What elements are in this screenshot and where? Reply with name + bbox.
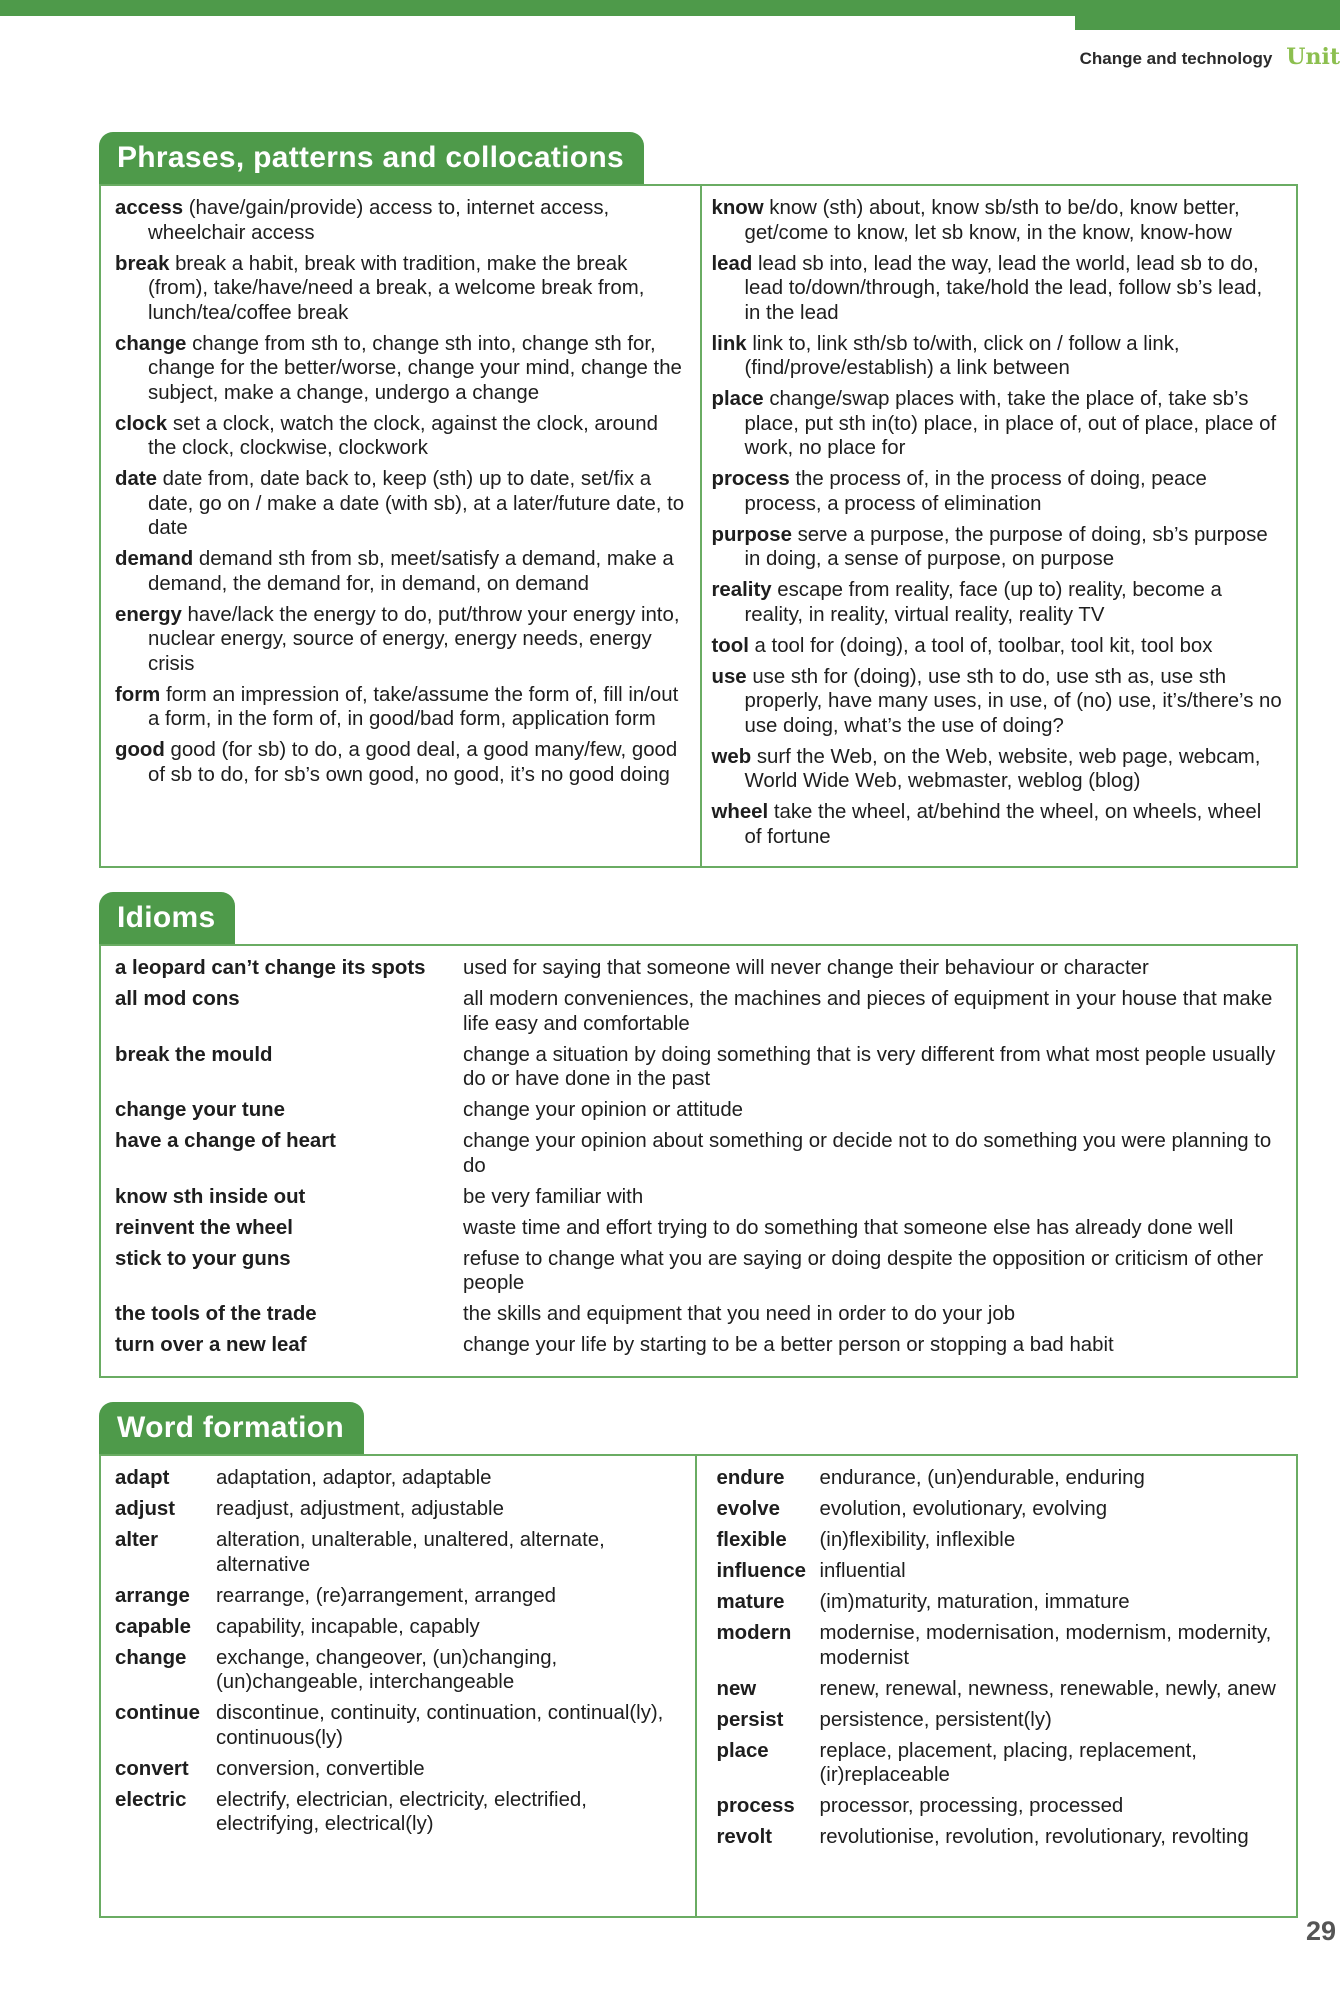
derived-forms: endurance, (un)endurable, enduring bbox=[819, 1467, 1145, 1489]
headword: break bbox=[115, 252, 170, 275]
idiom-phrase: have a change of heart bbox=[115, 1130, 336, 1152]
headword: purpose bbox=[711, 523, 792, 546]
headword: place bbox=[711, 388, 764, 410]
base-word: evolve bbox=[716, 1498, 780, 1520]
phrase-entry bbox=[712, 634, 1283, 659]
collocations: demand sth from sb, meet/satisfy a demand, make a demand, the demand for, in demand, on demand bbox=[148, 548, 674, 595]
idiom-meaning: be very familiar with bbox=[463, 1185, 644, 1208]
collocations: break a habit, break with tradition, make the break (from), take/have/need a break, a welcome break from, lunch/tea/coffee break bbox=[148, 252, 645, 324]
base-word: flexible bbox=[716, 1529, 787, 1551]
top-color-bar-tab bbox=[1075, 0, 1340, 30]
word-formation-right-column bbox=[695, 1456, 1297, 1916]
collocations: use sth for (doing), use sth to do, use sth as, use sth properly, have many uses, in use, of (no) use, it’s/there’s no use doing, what’s the use of doing? bbox=[744, 665, 1282, 737]
phrase-entry bbox=[115, 332, 686, 406]
idiom-meaning: change your life by starting to be a better person or stopping a bad habit bbox=[463, 1334, 1114, 1356]
idiom-meaning: all modern conveniences, the machines and pieces of equipment in your house that make life easy and comfortable bbox=[463, 988, 1273, 1035]
idiom-phrase: a leopard can’t change its spots bbox=[115, 957, 426, 979]
phrase-entry bbox=[712, 665, 1283, 739]
word-formation-left-column bbox=[101, 1456, 695, 1916]
base-word: change bbox=[115, 1646, 187, 1669]
phrase-entry bbox=[115, 196, 686, 245]
idiom-phrase: break the mould bbox=[115, 1043, 273, 1066]
idiom-phrase: reinvent the wheel bbox=[115, 1216, 293, 1239]
base-word: new bbox=[716, 1677, 757, 1700]
headword: access bbox=[115, 197, 184, 219]
word-formation-row bbox=[717, 1677, 1283, 1702]
collocations: link to, link sth/sb to/with, click on / follow a link, (find/prove/establish) a link between bbox=[744, 332, 1180, 379]
collocations: serve a purpose, the purpose of doing, sb’s purpose in doing, a sense of purpose, on purpose bbox=[744, 523, 1268, 570]
collocations: good (for sb) to do, a good deal, a good many/few, good of sb to do, for sb’s own good, no good, it’s no good doing bbox=[148, 739, 678, 786]
base-word: place bbox=[716, 1739, 769, 1762]
derived-forms: rearrange, (re)arrangement, arranged bbox=[216, 1584, 557, 1607]
base-word: adjust bbox=[115, 1498, 176, 1520]
derived-forms: (in)flexibility, inflexible bbox=[819, 1529, 1016, 1551]
idioms-heading: Idioms bbox=[99, 892, 235, 944]
phrases-heading: Phrases, patterns and collocations bbox=[99, 132, 644, 184]
phrase-entry bbox=[712, 467, 1283, 516]
headword: lead bbox=[711, 252, 753, 275]
idiom-meaning: the skills and equipment that you need in order to do your job bbox=[463, 1303, 1016, 1325]
phrase-entry bbox=[115, 738, 686, 787]
base-word: continue bbox=[115, 1702, 200, 1724]
phrase-entry bbox=[115, 412, 686, 461]
word-formation-row bbox=[717, 1466, 1283, 1491]
word-formation-row bbox=[717, 1825, 1283, 1850]
derived-forms: conversion, convertible bbox=[216, 1757, 425, 1780]
collocations: date from, date back to, keep (sth) up to date, set/fix a date, go on / make a date (with sb), at a later/future date, to date bbox=[148, 468, 685, 539]
phrases-left-column bbox=[101, 186, 700, 866]
idiom-meaning: waste time and effort trying to do something that someone else has already done well bbox=[463, 1216, 1234, 1239]
headword: energy bbox=[115, 603, 182, 626]
headword: form bbox=[115, 683, 161, 706]
base-word: influence bbox=[716, 1560, 807, 1582]
page-number: 29 bbox=[1305, 1916, 1336, 1946]
word-formation-row bbox=[115, 1701, 681, 1750]
word-formation-row bbox=[115, 1497, 681, 1522]
phrase-entry bbox=[712, 578, 1283, 627]
derived-forms: processor, processing, processed bbox=[819, 1795, 1124, 1817]
phrase-entry bbox=[712, 387, 1283, 461]
headword: good bbox=[115, 739, 165, 761]
idiom-meaning: change your opinion about something or decide not to do something you were planning to do bbox=[463, 1130, 1272, 1177]
headword: tool bbox=[711, 634, 749, 657]
idiom-row bbox=[115, 1216, 1282, 1241]
headword: link bbox=[711, 332, 747, 355]
base-word: persist bbox=[716, 1708, 784, 1731]
word-formation-heading: Word formation bbox=[99, 1402, 364, 1454]
headword: date bbox=[115, 468, 157, 490]
base-word: process bbox=[716, 1795, 795, 1817]
running-head-title: Change and technology bbox=[1079, 49, 1273, 68]
word-formation-row bbox=[115, 1646, 681, 1695]
derived-forms: capability, incapable, capably bbox=[216, 1615, 480, 1638]
phrases-right-column bbox=[700, 186, 1297, 866]
word-formation-row bbox=[717, 1559, 1283, 1584]
word-formation-row bbox=[717, 1739, 1283, 1788]
idiom-phrase: change your tune bbox=[115, 1099, 285, 1121]
base-word: capable bbox=[115, 1615, 191, 1638]
word-formation-row bbox=[717, 1794, 1283, 1819]
derived-forms: evolution, evolutionary, evolving bbox=[819, 1498, 1108, 1520]
word-formation-box bbox=[99, 1454, 1298, 1918]
idiom-row bbox=[115, 1043, 1282, 1092]
phrase-entry bbox=[115, 547, 686, 596]
headword: demand bbox=[115, 548, 194, 570]
phrase-entry bbox=[115, 683, 686, 732]
derived-forms: alteration, unalterable, unaltered, alternate, alternative bbox=[216, 1529, 605, 1576]
top-color-bar bbox=[0, 0, 1075, 16]
derived-forms: influential bbox=[819, 1560, 906, 1582]
word-formation-row bbox=[115, 1615, 681, 1640]
headword: change bbox=[115, 332, 187, 355]
collocations: (have/gain/provide) access to, internet access, wheelchair access bbox=[148, 197, 610, 244]
collocations: take the wheel, at/behind the wheel, on wheels, wheel of fortune bbox=[744, 801, 1262, 848]
base-word: alter bbox=[115, 1529, 159, 1551]
phrase-entry bbox=[712, 252, 1283, 326]
collocations: set a clock, watch the clock, against the clock, around the clock, clockwise, clockwork bbox=[148, 412, 658, 459]
idiom-row bbox=[115, 1098, 1282, 1123]
base-word: arrange bbox=[115, 1584, 190, 1607]
collocations: the process of, in the process of doing, peace process, a process of elimination bbox=[744, 468, 1207, 515]
collocations: escape from reality, face (up to) reality, become a reality, in reality, virtual reality, reality TV bbox=[744, 579, 1222, 626]
idiom-row bbox=[115, 1129, 1282, 1178]
word-formation-row bbox=[717, 1590, 1283, 1615]
idiom-meaning: refuse to change what you are saying or doing despite the opposition or criticism of other people bbox=[463, 1247, 1264, 1294]
idiom-phrase: stick to your guns bbox=[115, 1247, 291, 1270]
derived-forms: renew, renewal, newness, renewable, newly, anew bbox=[819, 1677, 1276, 1700]
idiom-row bbox=[115, 1333, 1282, 1358]
idiom-phrase: all mod cons bbox=[115, 988, 240, 1010]
derived-forms: modernise, modernisation, modernism, modernity, modernist bbox=[819, 1622, 1272, 1669]
phrase-entry bbox=[712, 523, 1283, 572]
idiom-phrase: the tools of the trade bbox=[115, 1303, 317, 1325]
idiom-meaning: used for saying that someone will never change their behaviour or character bbox=[463, 957, 1149, 979]
collocations: change/swap places with, take the place of, take sb’s place, put sth in(to) place, in place of, out of place, place of work, no place for bbox=[744, 388, 1277, 459]
word-formation-row bbox=[717, 1708, 1283, 1733]
headword: clock bbox=[115, 412, 168, 435]
idiom-meaning: change your opinion or attitude bbox=[463, 1099, 744, 1121]
collocations: form an impression of, take/assume the form of, fill in/out a form, in the form of, in good/bad form, application form bbox=[148, 683, 679, 730]
derived-forms: replace, placement, placing, replacement, (ir)replaceable bbox=[819, 1739, 1197, 1786]
headword: use bbox=[711, 665, 747, 688]
word-formation-row bbox=[115, 1466, 681, 1491]
phrase-entry bbox=[712, 800, 1283, 849]
collocations: lead sb into, lead the way, lead the world, lead sb to do, lead to/down/through, take/hold the lead, follow sb’s lead, in the lead bbox=[744, 252, 1263, 324]
idiom-row bbox=[115, 1247, 1282, 1296]
phrase-entry bbox=[115, 603, 686, 677]
base-word: adapt bbox=[115, 1467, 170, 1489]
word-formation-row bbox=[717, 1528, 1283, 1553]
idiom-row bbox=[115, 1302, 1282, 1327]
collocations: a tool for (doing), a tool of, toolbar, tool kit, tool box bbox=[754, 634, 1213, 657]
base-word: modern bbox=[716, 1622, 792, 1644]
derived-forms: persistence, persistent(ly) bbox=[819, 1708, 1052, 1731]
word-formation-row bbox=[717, 1497, 1283, 1522]
derived-forms: readjust, adjustment, adjustable bbox=[216, 1498, 504, 1520]
collocations: surf the Web, on the Web, website, web page, webcam, World Wide Web, webmaster, weblog (blog) bbox=[744, 745, 1261, 792]
derived-forms: adaptation, adaptor, adaptable bbox=[216, 1467, 492, 1489]
idioms-section bbox=[99, 892, 1298, 1378]
derived-forms: discontinue, continuity, continuation, continual(ly), continuous(ly) bbox=[216, 1702, 664, 1749]
phrase-entry bbox=[712, 332, 1283, 381]
word-formation-row bbox=[115, 1584, 681, 1609]
base-word: revolt bbox=[716, 1826, 773, 1848]
derived-forms: electrify, electrician, electricity, electrified, electrifying, electrical(ly) bbox=[216, 1788, 587, 1835]
idioms-box bbox=[99, 944, 1298, 1378]
headword: wheel bbox=[711, 801, 769, 823]
base-word: mature bbox=[716, 1591, 785, 1613]
word-formation-section bbox=[99, 1402, 1298, 1866]
idiom-row bbox=[115, 956, 1282, 981]
idiom-row bbox=[115, 987, 1282, 1036]
collocations: change from sth to, change sth into, change sth for, change for the better/worse, change your mind, change the subject, make a change, undergo a change bbox=[148, 332, 682, 404]
derived-forms: (im)maturity, maturation, immature bbox=[819, 1591, 1130, 1613]
idiom-phrase: know sth inside out bbox=[115, 1185, 306, 1208]
headword: web bbox=[711, 745, 752, 768]
base-word: electric bbox=[115, 1788, 187, 1811]
idiom-row bbox=[115, 1185, 1282, 1210]
phrase-entry bbox=[115, 252, 686, 326]
derived-forms: exchange, changeover, (un)changing, (un)changeable, interchangeable bbox=[216, 1646, 558, 1693]
derived-forms: revolutionise, revolution, revolutionary, revolting bbox=[819, 1826, 1249, 1848]
collocations: have/lack the energy to do, put/throw your energy into, nuclear energy, source of energy, energy needs, energy crisis bbox=[148, 603, 680, 675]
word-formation-row bbox=[717, 1621, 1283, 1670]
phrase-entry bbox=[115, 467, 686, 541]
word-formation-row bbox=[115, 1757, 681, 1782]
idiom-meaning: change a situation by doing something that is very different from what most people usually do or have done in the past bbox=[463, 1043, 1276, 1090]
phrases-section bbox=[99, 132, 1298, 868]
running-head-unit: Unit bbox=[1286, 44, 1340, 70]
phrases-box bbox=[99, 184, 1298, 868]
word-formation-row bbox=[115, 1788, 681, 1837]
idiom-phrase: turn over a new leaf bbox=[115, 1334, 307, 1356]
phrase-entry bbox=[712, 745, 1283, 794]
base-word: convert bbox=[115, 1757, 189, 1780]
base-word: endure bbox=[716, 1467, 785, 1489]
phrase-entry bbox=[712, 196, 1283, 245]
headword: reality bbox=[711, 579, 772, 601]
running-head bbox=[1080, 44, 1340, 70]
collocations: know (sth) about, know sb/sth to be/do, know better, get/come to know, let sb know, in the know, know-how bbox=[744, 197, 1240, 244]
word-formation-row bbox=[115, 1528, 681, 1577]
headword: know bbox=[711, 197, 764, 219]
headword: process bbox=[711, 468, 790, 490]
